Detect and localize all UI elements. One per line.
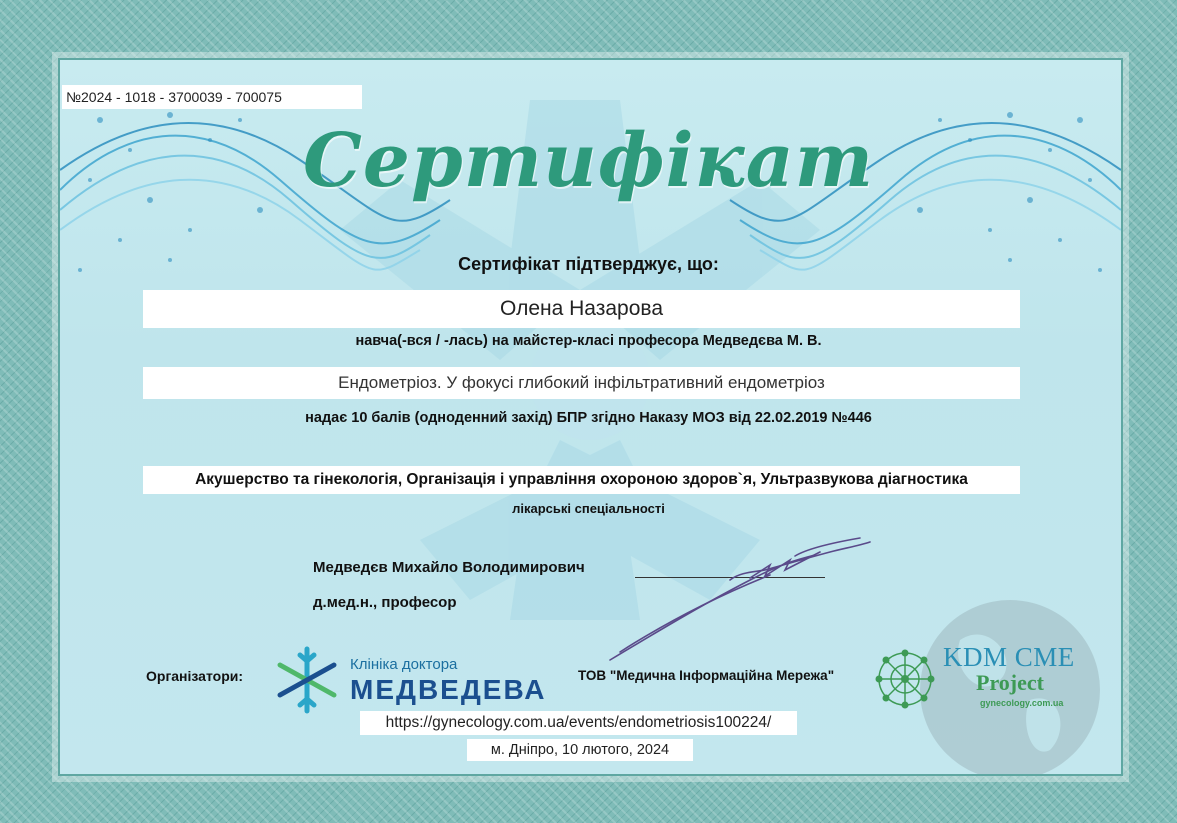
place-date-field xyxy=(467,739,693,761)
recipient-name: Олена Назарова xyxy=(499,297,664,320)
tov-name: ТОВ "Медична Інформаційна Мережа" xyxy=(578,668,835,683)
course-title-field xyxy=(143,367,1020,399)
points-text: надає 10 балів (одноденний захід) БПР згідно Наказу МОЗ від 22.02.2019 №446 xyxy=(305,410,872,426)
kdm-site: gynecology.com.ua xyxy=(980,698,1064,708)
place-date: м. Дніпро, 10 лютого, 2024 xyxy=(490,742,670,758)
clinic-subtitle: Клініка доктора xyxy=(350,656,458,673)
signer-degree: д.мед.н., професор xyxy=(313,594,457,611)
specialties-field xyxy=(143,466,1020,494)
organizers-label: Організатори: xyxy=(146,668,244,684)
course-title: Ендометріоз. У фокусі глибокий інфільтративний ендометріоз xyxy=(338,373,825,392)
kdm-title: KDM CME xyxy=(943,642,1075,672)
specialties: Акушерство та гінекологія, Організація і управління охороною здоров`я, Ультразвукова діагностика xyxy=(195,471,968,488)
specialties-label: лікарські спеціальності xyxy=(512,501,665,516)
certificate-title: Сертифікат xyxy=(303,118,874,204)
clinic-logo xyxy=(270,643,547,718)
studied-text: навча(-вся / -лась) на майстер-класі професора Медведєва М. В. xyxy=(355,333,822,349)
kdm-logo xyxy=(868,632,1098,732)
signer-name: Медведєв Михайло Володимирович xyxy=(313,559,585,576)
snowflake-logo-icon xyxy=(270,643,345,718)
signature-image xyxy=(590,520,890,670)
clinic-name: МЕДВЕДЕВА xyxy=(350,674,547,705)
confirm-text: Сертифікат підтверджує, що: xyxy=(458,254,719,274)
event-url-field xyxy=(360,711,797,735)
event-url: https://gynecology.com.ua/events/endometriosis100224/ xyxy=(385,714,772,731)
kdm-project: Project xyxy=(976,670,1044,695)
serial-number: №2024 - 1018 - 3700039 - 700075 xyxy=(62,85,362,109)
recipient-name-field xyxy=(143,290,1020,328)
network-globe-icon xyxy=(868,642,943,717)
